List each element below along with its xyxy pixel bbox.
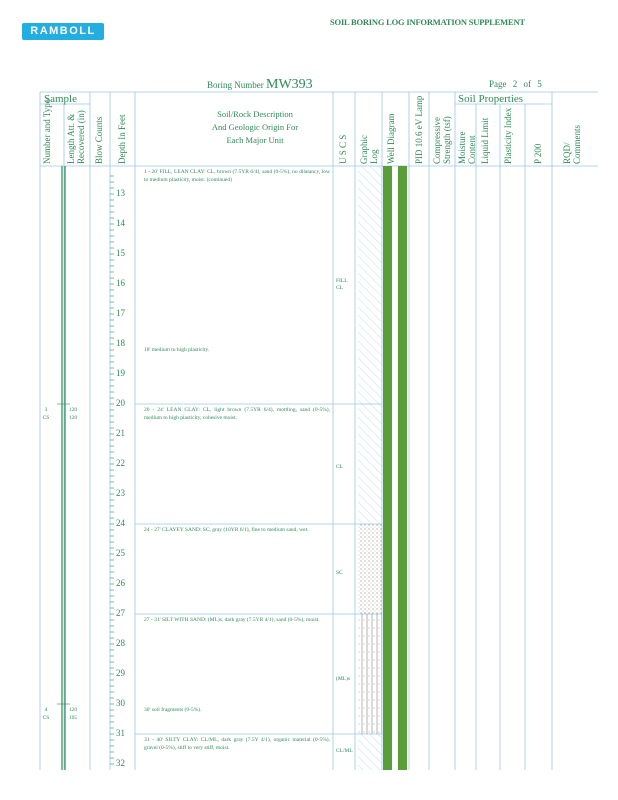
graphic-log-sand xyxy=(358,524,382,614)
depth-label: 25 xyxy=(116,548,125,558)
graphic-log-header: Graphic Log xyxy=(359,135,379,164)
depth-label: 21 xyxy=(116,428,125,438)
depth-label: 30 xyxy=(116,698,125,708)
depth-label: 32 xyxy=(116,758,125,768)
page-indicator: Page 2 of 5 xyxy=(489,79,542,89)
depth-label: 28 xyxy=(116,638,125,648)
uscs-code: CL/ML xyxy=(336,748,353,754)
depth-label: 24 xyxy=(116,518,125,528)
number-type-header: Number and Type xyxy=(42,99,52,164)
description-header-line-3: Each Major Unit xyxy=(226,135,284,145)
sample-length xyxy=(66,706,80,722)
moisture-content-header: Moisture Content xyxy=(457,131,477,164)
unit-description: 27 - 31' SILT WITH SAND: (ML)s, dark gray (7.5YR 4/1), sand (0-5%), moist. xyxy=(144,617,320,623)
description-header-line-1: Soil/Rock Description xyxy=(217,109,293,119)
length-attempted: 120 xyxy=(68,707,78,713)
sample-group-header: Sample xyxy=(44,93,77,105)
length-attempted: 120 xyxy=(68,407,78,413)
depth-label: 13 xyxy=(116,188,125,198)
sample-length xyxy=(66,406,80,422)
depth-label: 27 xyxy=(116,608,125,618)
well-casing-right xyxy=(398,166,407,770)
depth-label: 19 xyxy=(116,368,125,378)
sample-type: CS xyxy=(42,415,50,421)
depth-label: 14 xyxy=(116,218,125,228)
depth-header: Depth In Feet xyxy=(117,114,127,164)
sample-number xyxy=(40,706,52,722)
depth-label: 26 xyxy=(116,578,125,588)
graphic-log-silty-clay xyxy=(358,734,382,770)
unit-description: 31 - 40' SILTY CLAY: CL/ML, dark gray (7.5Y 4/1), organic material (0-5%), gravel (0-5%), stiff to very stiff, moist. xyxy=(144,737,330,751)
depth-label: 20 xyxy=(116,398,125,408)
depth-label: 31 xyxy=(116,728,125,738)
compressive-strength-header: Compressive Strength (tsf) xyxy=(432,116,452,164)
unit-description: 1 - 20' FILL, LEAN CLAY: CL, brown (7.5YR 6/4), sand (0-5%), no dilatancy, low to medium plasticity, moist. (continued) xyxy=(144,169,330,183)
uscs-code: CL xyxy=(336,464,344,470)
depth-label: 16 xyxy=(116,278,125,288)
sample-id: 3 xyxy=(44,407,48,413)
boring-number: MW393 xyxy=(266,77,313,92)
plasticity-index-header: Plasticity Index xyxy=(503,107,513,164)
unit-note: 18' medium to high plasticity. xyxy=(144,347,210,353)
soil-properties-header: Soil Properties xyxy=(458,93,524,105)
unit-description: 24 - 27' CLAYEY SAND: SC, gray (10YR 6/1), fine to medium sand, wet. xyxy=(144,527,309,533)
length-recovered: 120 xyxy=(68,415,78,421)
well-casing-left xyxy=(383,166,392,770)
unit-description: 20 - 24' LEAN CLAY: CL, light brown (7.5YR 6/4), mottling, sand (0-5%), medium to high plasticity, cohesive moist. xyxy=(144,407,330,421)
depth-label: 23 xyxy=(116,488,125,498)
depth-label: 22 xyxy=(116,458,125,468)
description-header xyxy=(170,108,340,147)
uscs-header: U S C S xyxy=(338,134,348,164)
p200-header: P 200 xyxy=(533,143,543,164)
description-header-line-2: And Geologic Origin For xyxy=(211,122,299,132)
sample-type: CS xyxy=(42,715,50,721)
sample-id: 4 xyxy=(44,707,48,713)
depth-label: 29 xyxy=(116,668,125,678)
ramboll-logo: RAMBOLL xyxy=(22,23,104,40)
boring-label: Boring Number xyxy=(207,80,264,90)
pid-header: PID 10.6 eV Lamp xyxy=(414,95,424,164)
well-diagram-header: Well Diagram xyxy=(386,113,396,164)
rqd-comments-header: RQD/ Comments xyxy=(562,124,582,164)
depth-label: 15 xyxy=(116,248,125,258)
unit-note: 30' soil fragments (0-5%). xyxy=(144,707,202,713)
sample-number xyxy=(40,406,52,422)
graphic-log-silt xyxy=(358,614,382,734)
length-recovered: 105 xyxy=(68,715,78,721)
depth-label: 18 xyxy=(116,338,125,348)
length-header: Length Att. & Recovered (in) xyxy=(66,110,86,164)
liquid-limit-header: Liquid Limit xyxy=(480,117,490,164)
uscs-code: SC xyxy=(336,570,343,576)
depth-label: 17 xyxy=(116,308,125,318)
blow-counts-header: Blow Counts xyxy=(94,116,104,164)
uscs-code: FILL CL xyxy=(336,278,348,291)
document-title: SOIL BORING LOG INFORMATION SUPPLEMENT xyxy=(330,17,525,27)
graphic-log-clay xyxy=(358,166,382,524)
uscs-code: (ML)s xyxy=(336,676,351,682)
